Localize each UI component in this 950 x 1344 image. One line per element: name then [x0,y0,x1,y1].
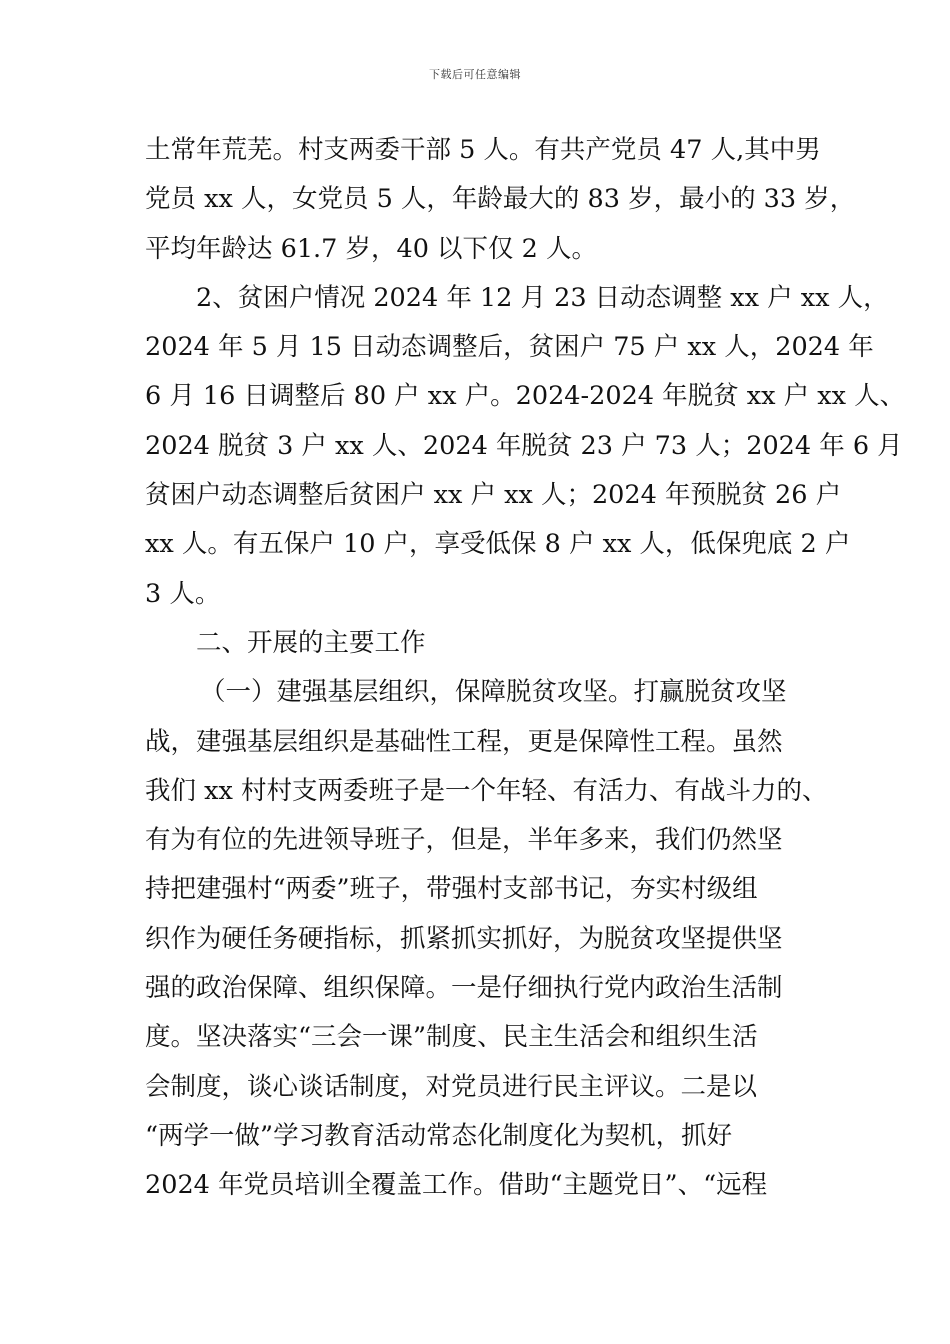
text-line: 持把建强村“两委”班子，带强村支部书记，夯实村级组 [145,874,758,905]
text-line: 2024 年 5 月 15 日动态调整后，贫困户 75 户 xx 人，2024 年 [145,332,874,363]
text-line: “两学一做”学习教育活动常态化制度化为契机，抓好 [145,1120,733,1151]
body-text [145,126,906,1211]
text-line: 战，建强基层组织是基础性工程，更是保障性工程。虽然 [145,726,783,757]
page-header: 下载后可任意编辑 [429,68,521,81]
section-heading: 二、开展的主要工作 [196,627,426,658]
text-line: 6 月 16 日调整后 80 户 xx 户。2024-2024 年脱贫 xx 户 xx 人、 [145,381,906,412]
paragraph-start: 2、贫困户情况 2024 年 12 月 23 日动态调整 xx 户 xx 人， [196,282,889,313]
text-line: 党员 xx 人，女党员 5 人，年龄最大的 83 岁，最小的 33 岁， [145,184,856,215]
text-line: 2024 年党员培训全覆盖工作。借助“主题党日”、“远程 [145,1170,768,1201]
text-line: xx 人。有五保户 10 户，享受低保 8 户 xx 人，低保兜底 2 户 [145,529,851,560]
text-line: 贫困户动态调整后贫困户 xx 户 xx 人；2024 年预脱贫 26 户 [145,480,842,511]
subsection-heading: （一）建强基层组织，保障脱贫攻坚。打赢脱贫攻坚 [200,677,787,708]
text-line: 平均年龄达 61.7 岁，40 以下仅 2 人。 [145,233,597,264]
text-line: 有为有位的先进领导班子，但是，半年多来，我们仍然坚 [145,825,783,856]
text-line: 强的政治保障、组织保障。一是仔细执行党内政治生活制 [145,973,783,1004]
text-line: 我们 xx 村村支两委班子是一个年轻、有活力、有战斗力的、 [145,775,828,806]
text-line: 2024 脱贫 3 户 xx 人、2024 年脱贫 23 户 73 人；2024 年 6 月 [145,430,903,461]
text-line: 会制度，谈心谈话制度，对党员进行民主评议。二是以 [145,1071,758,1102]
text-line: 织作为硬任务硬指标，抓紧抓实抓好，为脱贫攻坚提供坚 [145,923,783,954]
text-line: 3 人。 [145,578,221,609]
text-line: 土常年荒芜。村支两委干部 5 人。有共产党员 47 人,其中男 [145,135,821,165]
text-line: 度。坚决落实“三会一课”制度、民主生活会和组织生活 [145,1022,758,1053]
